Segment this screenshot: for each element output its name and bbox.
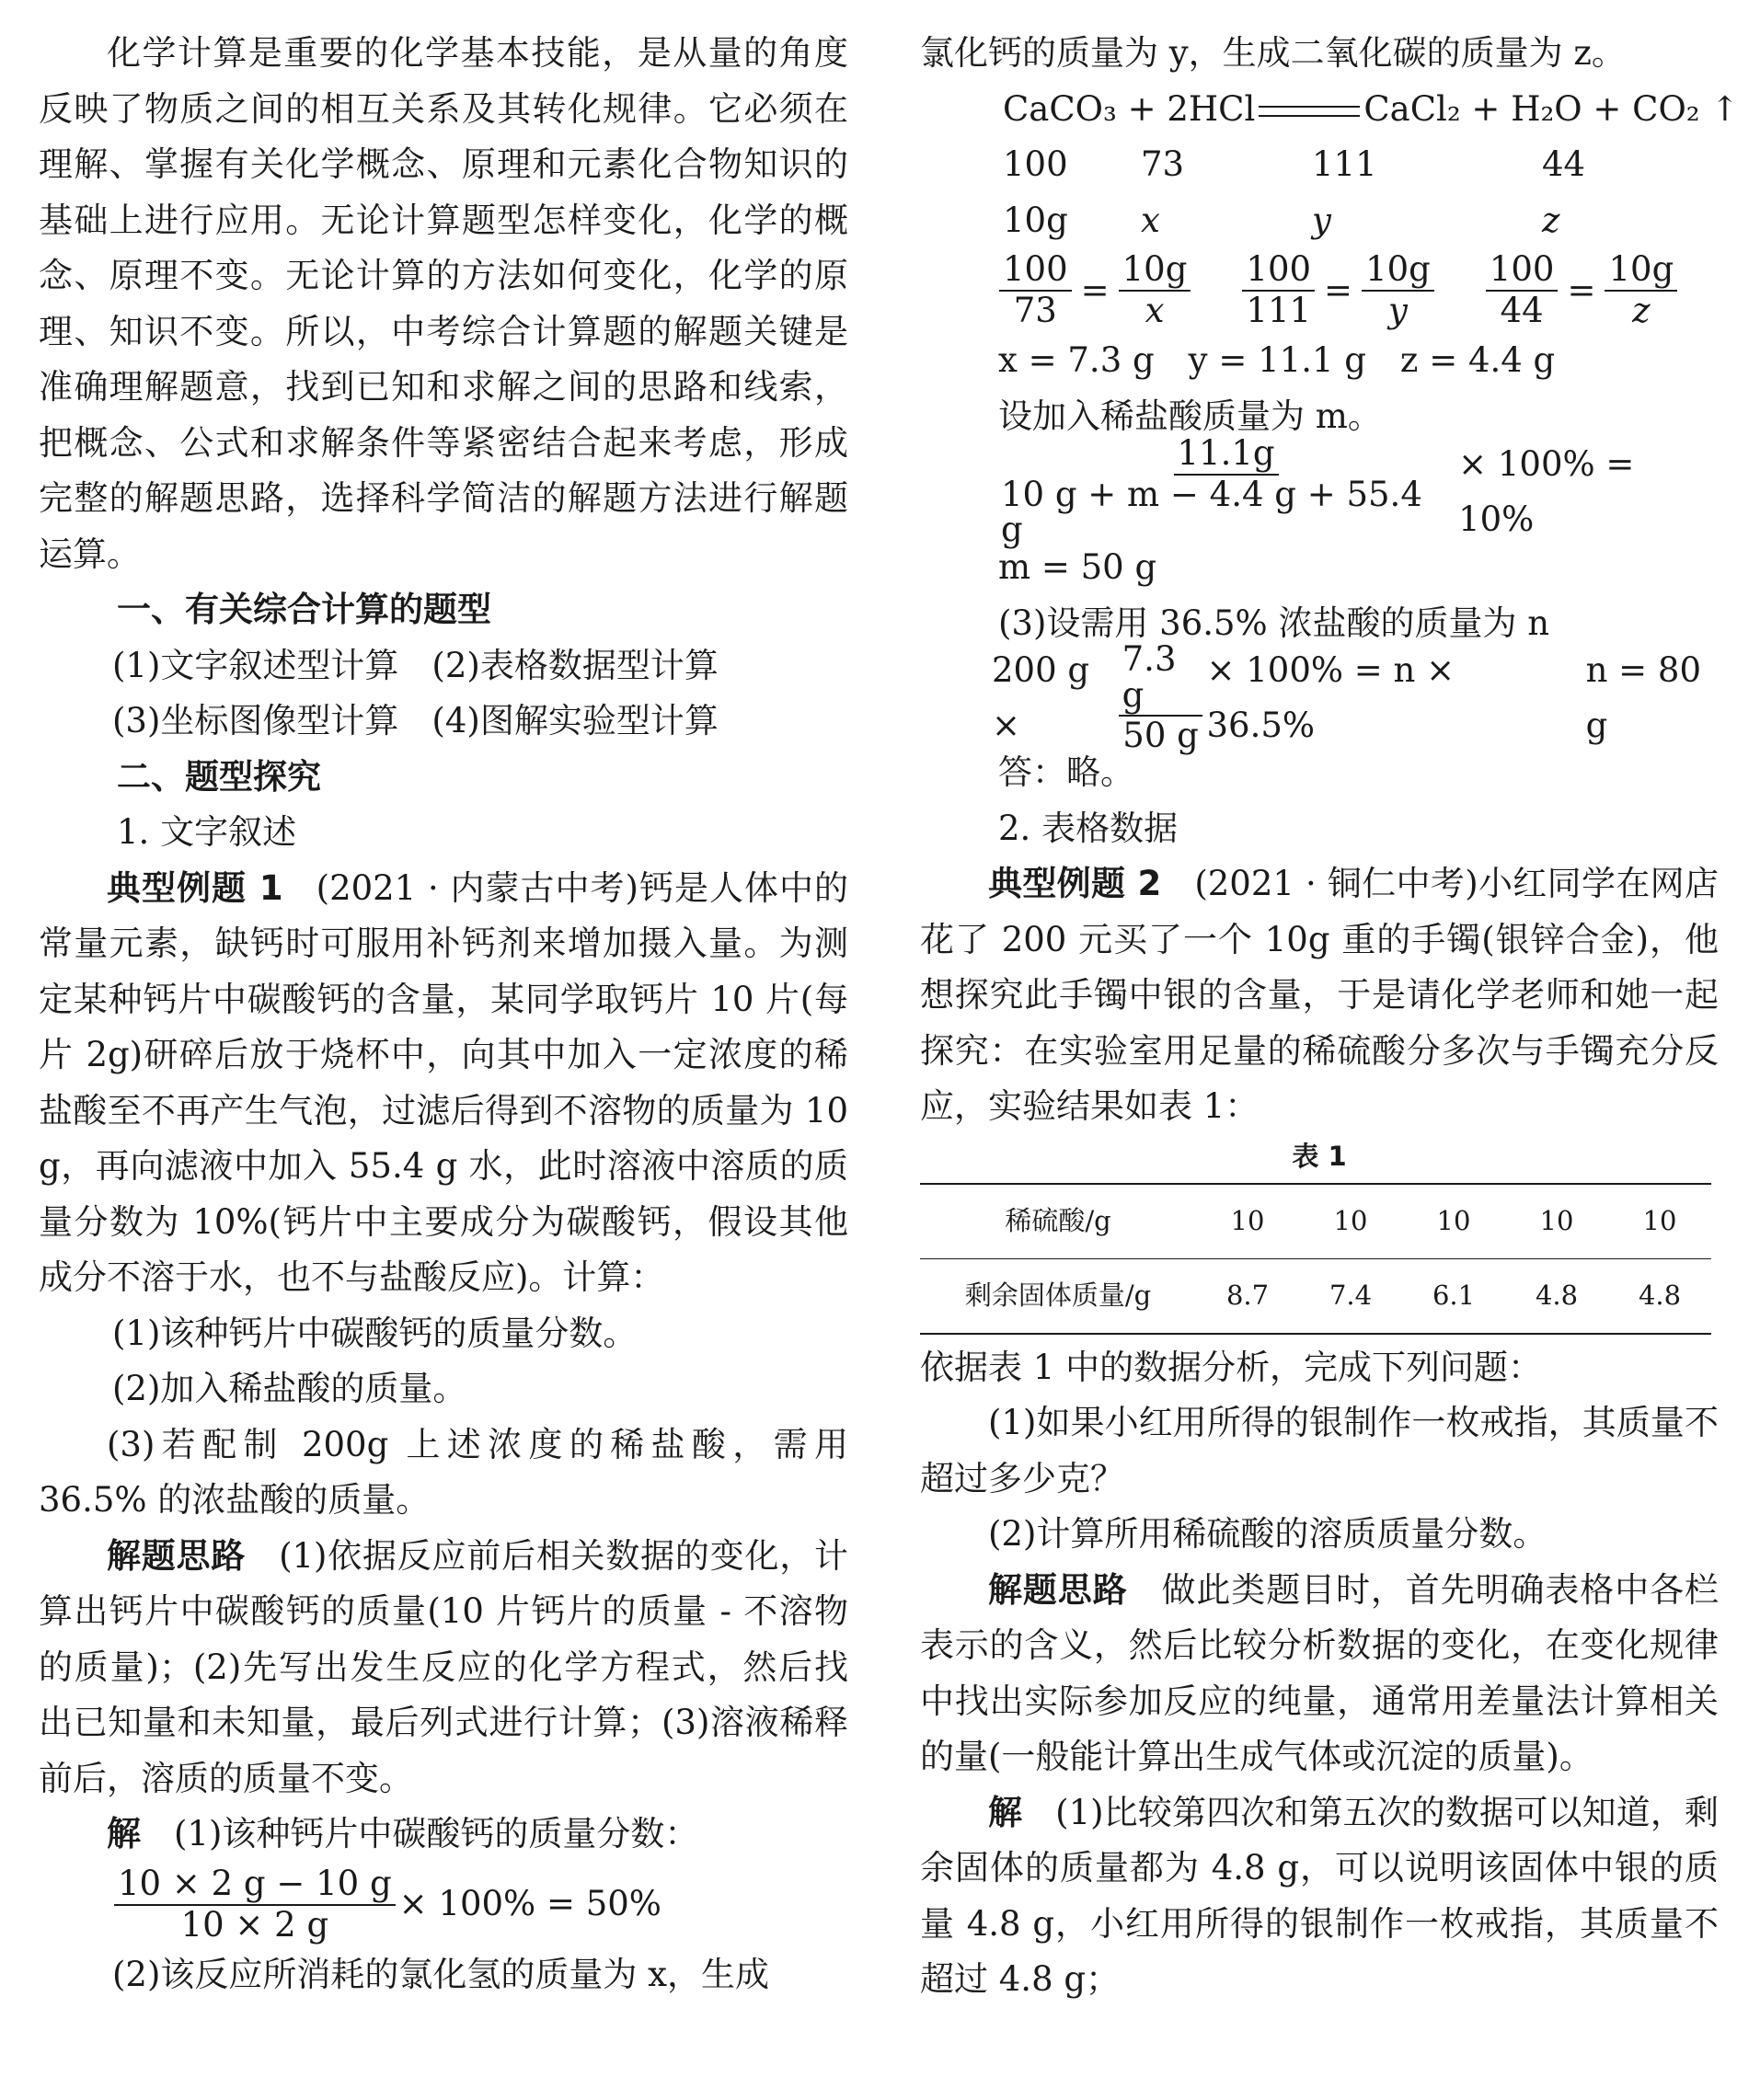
fraction-3-numerator: 7.3 g (1119, 642, 1203, 717)
fraction-3-denominator: 50 g (1122, 716, 1199, 756)
table-cell: 6.1 (1402, 1258, 1505, 1334)
equals: = (1567, 270, 1596, 310)
table-row (920, 1184, 1711, 1259)
eq3-post: × 100% = n × 36.5% (1206, 649, 1455, 745)
fraction-1 (114, 1863, 396, 1945)
ratio-1-left (999, 249, 1072, 330)
type-text: (1)文字叙述型计算 (112, 645, 399, 685)
solution-2-label: 解 (988, 1792, 1023, 1832)
solution-2-text: (1)比较第四次和第五次的数据可以知道，剩余固体的质量都为 4.8 g，可以说明该固体中银的质量 4.8 g，小红用所得的银制作一枚戒指，其质量不超过 4.8 g； (920, 1792, 1719, 1999)
fraction-2 (997, 432, 1455, 550)
type-table: (2)表格数据型计算 (431, 645, 719, 685)
thinking-2-label: 解题思路 (988, 1569, 1128, 1610)
example-2-text: (2021 · 铜仁中考)小红同学在网店花了 200 元买了一个 10g 重的手镯(银锌合金)，他想探究此手镯中银的含量，于是请化学老师和她一起探究：在实验室用足量的稀硫酸分多次与手镯充分反应，实验结果如表 1： (920, 864, 1719, 1126)
ratio-2-left (1242, 249, 1315, 330)
ratio-3-den: 44 (1500, 291, 1544, 330)
val-x: x (1141, 200, 1160, 240)
fraction-2-denominator: 10 g + m − 4.4 g + 55.4 g (1001, 474, 1422, 550)
continued-text: 氯化钙的质量为 y，生成二氧化碳的质量为 z。 (920, 33, 1626, 73)
question-2: (2)加入稀盐酸的质量。 (112, 1369, 467, 1408)
mr-hcl: 73 (1141, 144, 1185, 184)
reactants: CaCO₃ + 2HCl (1003, 88, 1256, 129)
type-experiment: (4)图解实验型计算 (431, 701, 719, 740)
types-row-2 (39, 694, 848, 750)
solution-1-label: 解 (107, 1814, 141, 1853)
example-2 (920, 856, 1719, 1135)
formula-mass-fraction (39, 1863, 848, 1947)
table-cell: 7.4 (1299, 1258, 1402, 1334)
chemical-equation (920, 82, 1740, 138)
ratio-1-den2: x (1145, 291, 1165, 330)
fraction-2-rest: × 100% = 10% (1458, 443, 1635, 539)
mr-caco3: 100 (1003, 144, 1068, 184)
ratio-3-den2: z (1632, 291, 1651, 330)
thinking-2 (920, 1563, 1719, 1785)
table-row (920, 1258, 1711, 1334)
left-column (39, 26, 848, 2002)
solution-1-text: (1)该种钙片中碳酸钙的质量分数： (174, 1814, 699, 1853)
table-cell: 4.8 (1505, 1258, 1608, 1334)
ratio-3-num2: 10g (1605, 252, 1677, 292)
table-cell: 10 (1505, 1184, 1608, 1259)
data-table (920, 1183, 1711, 1335)
solution-2 (920, 1785, 1719, 2008)
table-cell: 10 (1196, 1184, 1299, 1259)
eq3-result: n = 80 g (1585, 649, 1701, 745)
thinking-1-label: 解题思路 (107, 1535, 247, 1576)
relative-mass-row (920, 137, 1719, 193)
m-result: m = 50 g (998, 547, 1157, 587)
question-2-1: (1)如果小红用所得的银制作一枚戒指，其质量不超过多少克？ (920, 1403, 1719, 1498)
section-heading-explore: 二、题型探究 (117, 756, 321, 797)
products: CaCl₂ + H₂O + CO₂ ↑ (1363, 88, 1740, 129)
ratio-3-right (1605, 249, 1677, 330)
fraction-3 (1119, 638, 1203, 756)
ratio-2-den: 111 (1246, 291, 1312, 330)
ratio-1-right (1119, 249, 1191, 330)
val-z: z (1542, 200, 1560, 240)
solution-2-text: (2)该反应所消耗的氯化氢的质量为 x，生成 (112, 1954, 770, 1994)
val-caco3: 10g (1003, 200, 1068, 240)
table-title: 表 1 (1292, 1140, 1347, 1172)
intro-paragraph: 化学计算是重要的化学基本技能，是从量的角度反映了物质之间的相互关系及其转化规律。它必须在理解、掌握有关化学概念、原理和元素化合物知识的基础上进行应用。无论计算题型怎样变化，化学的概念、原理不变。无论计算的方法如何变化，化学的原理、知识不变。所以，中考综合计算题的解题关键是准确理解题意，找到已知和求解之间的思路和线索，把概念、公式和求解条件等紧密结合起来考虑，形成完整的解题思路，选择科学简洁的解题方法进行解题运算。 (39, 33, 848, 574)
solution-3-text: (3)设需用 36.5% 浓盐酸的质量为 n (998, 602, 1550, 643)
solution-1 (39, 1807, 848, 1863)
subsection-table: 2. 表格数据 (998, 808, 1179, 848)
types-row-1 (39, 638, 848, 694)
example-1 (39, 861, 848, 1306)
after-table-text: 依据表 1 中的数据分析，完成下列问题： (920, 1347, 1543, 1387)
ratio-2-den2: y (1388, 291, 1408, 330)
question-1: (1)该种钙片中碳酸钙的质量分数。 (112, 1313, 638, 1353)
fraction-2-numerator: 11.1g (1174, 436, 1279, 476)
answer-line: 答：略。 (998, 752, 1134, 792)
thinking-1 (39, 1529, 848, 1807)
subsection-text: 1. 文字叙述 (117, 812, 297, 852)
table-cell: 10 (1299, 1184, 1402, 1259)
table-cell: 10 (1608, 1184, 1711, 1259)
example-2-label: 典型例题 2 (988, 864, 1162, 903)
equals-sign (1259, 106, 1360, 117)
ratio-2-right (1362, 249, 1434, 330)
eq3-pre: 200 g × (992, 649, 1090, 745)
set-m-line: 设加入稀盐酸质量为 m。 (998, 396, 1382, 436)
value-row (920, 193, 1719, 249)
results-line: x = 7.3 g y = 11.1 g z = 4.4 g (998, 340, 1556, 380)
fraction-1-denominator: 10 × 2 g (180, 1904, 329, 1945)
question-2-2: (2)计算所用稀硫酸的溶质质量分数。 (988, 1514, 1547, 1554)
type-graph: (3)坐标图像型计算 (112, 701, 399, 740)
table-cell: 4.8 (1608, 1258, 1711, 1334)
formula-m (920, 432, 1719, 550)
question-3: (3)若配制 200g 上述浓度的稀盐酸，需用 36.5% 的浓盐酸的质量。 (39, 1424, 848, 1520)
equals: = (1324, 270, 1353, 310)
table-cell: 8.7 (1196, 1258, 1299, 1334)
ratio-2-num2: 10g (1362, 252, 1434, 292)
table-row-header: 剩余固体质量/g (920, 1258, 1196, 1334)
table-cell: 10 (1402, 1184, 1505, 1259)
fraction-1-rest: × 100% = 50% (398, 1884, 661, 1924)
ratio-3-num: 100 (1486, 252, 1559, 292)
section-heading-types: 一、有关综合计算的题型 (117, 590, 491, 629)
ratio-1-den: 73 (1013, 291, 1057, 330)
thinking-1-text: (1)依据反应前后相关数据的变化，计算出钙片中碳酸钙的质量(10 片钙片的质量 - 不溶物的质量)；(2)先写出发生反应的化学方程式，然后找出已知量和未知量，最后列式进行计算；(3)溶液稀释前后，溶质的质量不变。 (39, 1535, 848, 1798)
ratio-2-num: 100 (1242, 252, 1315, 292)
formula-n (920, 638, 1719, 756)
ratio-equations (920, 248, 1719, 333)
ratio-3-left (1486, 249, 1559, 330)
equals: = (1080, 270, 1110, 310)
fraction-1-numerator: 10 × 2 g − 10 g (114, 1866, 396, 1906)
right-column (920, 26, 1740, 2008)
mr-co2: 44 (1542, 144, 1586, 184)
example-1-label: 典型例题 1 (107, 867, 283, 908)
mr-cacl2: 111 (1312, 144, 1377, 184)
val-y: y (1312, 200, 1331, 240)
example-1-text: (2021 · 内蒙古中考)钙是人体中的常量元素，缺钙时可服用补钙剂来增加摄入量。为测定某种钙片中碳酸钙的含量，某同学取钙片 10 片(每片 2g)研碎后放于烧杯中，向其中加入一定浓度的稀盐酸至不再产生气泡，过滤后得到不溶物的质量为 10 g，再向滤液中加入 55.4 g 水，此时溶液中溶质的质量分数为 10%(钙片中主要成分为碳酸钙，假设其他成分不溶于水，也不与盐酸反应)。计算： (39, 867, 848, 1297)
ratio-1-num: 100 (999, 252, 1072, 292)
thinking-2-text: 做此类题目时，首先明确表格中各栏表示的含义，然后比较分析数据的变化，在变化规律中找出实际参加反应的纯量，通常用差量法计算相关的量(一般能计算出生成气体或沉淀的质量)。 (920, 1569, 1720, 1776)
ratio-1-num2: 10g (1119, 252, 1191, 292)
table-row-header: 稀硫酸/g (920, 1184, 1196, 1259)
